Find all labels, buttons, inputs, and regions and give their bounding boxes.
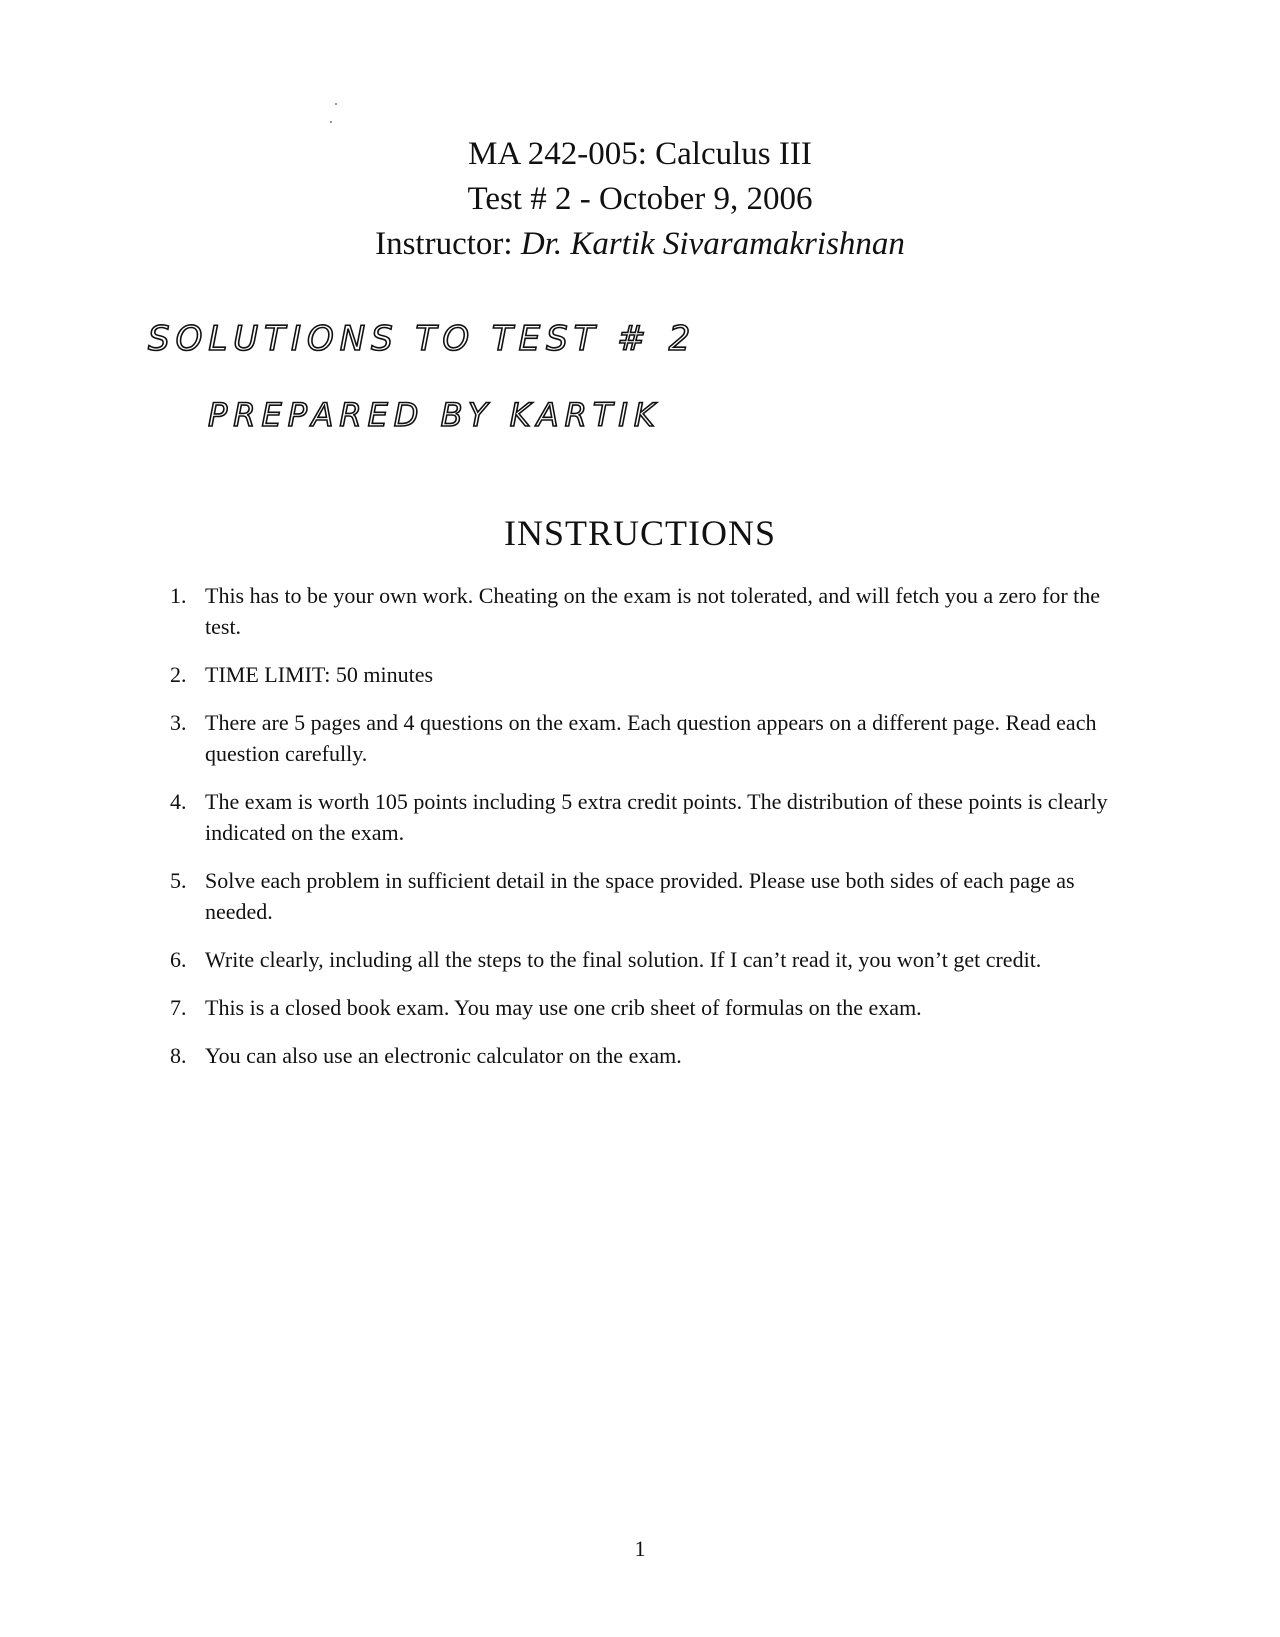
- instruction-item: [170, 786, 1130, 848]
- instruction-item: [170, 865, 1130, 927]
- instruction-number: 3.: [170, 710, 187, 735]
- handwritten-line-2: PREPARED BY KARTIK: [208, 396, 661, 434]
- instruction-number: 5.: [170, 868, 187, 893]
- instruction-item: [170, 1040, 1130, 1071]
- instructions-list: [170, 580, 1130, 1088]
- instruction-text: Write clearly, including all the steps to the final solution. If I can’t read it, you won’t get credit.: [205, 947, 1042, 972]
- instruction-item: [170, 659, 1130, 690]
- instruction-number: 4.: [170, 789, 187, 814]
- handwritten-note: [148, 308, 768, 458]
- instruction-text: Solve each problem in sufficient detail in the space provided. Please use both sides of each page as needed.: [205, 868, 1075, 924]
- instruction-text: The exam is worth 105 points including 5 extra credit points. The distribution of these points is clearly indicated on the exam.: [205, 789, 1108, 845]
- scan-speck: [330, 121, 332, 123]
- instructor-line: [0, 222, 1280, 267]
- instruction-item: [170, 992, 1130, 1023]
- instruction-text: This is a closed book exam. You may use one crib sheet of formulas on the exam.: [205, 995, 922, 1020]
- instruction-item: [170, 944, 1130, 975]
- instruction-text: There are 5 pages and 4 questions on the exam. Each question appears on a different page. Read each question carefully.: [205, 710, 1097, 766]
- instruction-number: 2.: [170, 662, 187, 687]
- instruction-text: TIME LIMIT: 50 minutes: [205, 662, 434, 687]
- instructor-label: Instructor:: [375, 226, 513, 262]
- instructions-title: INSTRUCTIONS: [503, 513, 776, 553]
- test-date: Test # 2 - October 9, 2006: [467, 181, 813, 217]
- instruction-number: 7.: [170, 995, 187, 1020]
- instruction-text: You can also use an electronic calculator on the exam.: [205, 1043, 682, 1068]
- instruction-number: 8.: [170, 1043, 187, 1068]
- exam-header: [0, 132, 1280, 267]
- handwritten-line-1: SOLUTIONS TO TEST # 2: [148, 319, 697, 359]
- course-title: MA 242-005: Calculus III: [468, 136, 812, 172]
- page-number: 1: [634, 1536, 646, 1561]
- instruction-text: This has to be your own work. Cheating on the exam is not tolerated, and will fetch you a zero for the test.: [205, 583, 1101, 639]
- scan-speck: [335, 103, 337, 105]
- instruction-number: 1.: [170, 583, 187, 608]
- instruction-item: [170, 580, 1130, 642]
- instruction-item: [170, 707, 1130, 769]
- handwritten-note-svg: [148, 308, 768, 458]
- instruction-number: 6.: [170, 947, 187, 972]
- instructor-name: Dr. Kartik Sivaramakrishnan: [520, 226, 905, 262]
